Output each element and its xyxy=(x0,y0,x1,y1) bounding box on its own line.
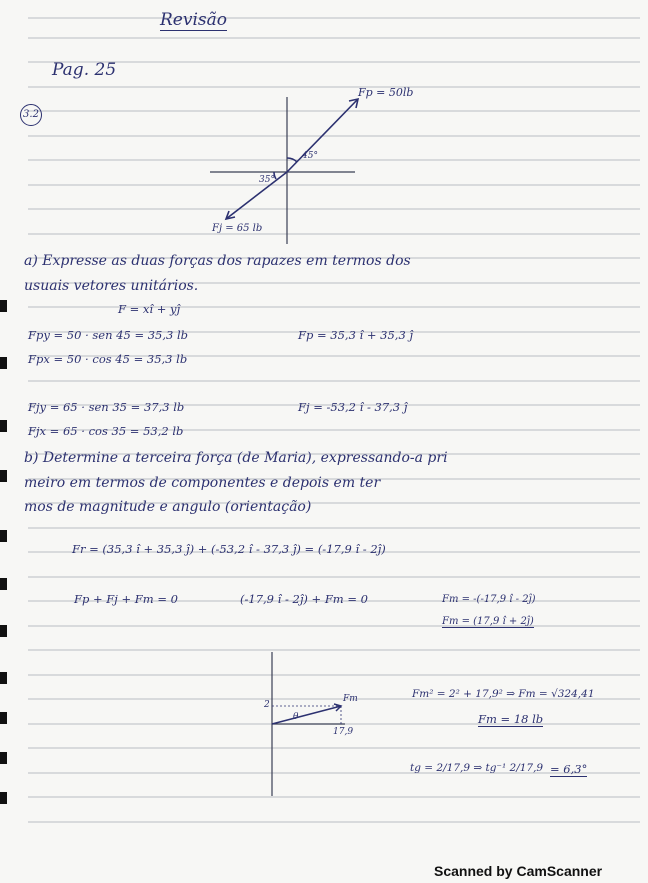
fpx-equation: Fpx = 50 · cos 45 = 35,3 lb xyxy=(28,352,188,366)
fm-vector xyxy=(272,706,341,724)
part-a-prompt-2: usuais vetores unitários. xyxy=(24,278,199,294)
scanner-watermark: Scanned by CamScanner xyxy=(434,863,603,879)
fm-equation-2: Fm = (17,9 î + 2ĵ) xyxy=(442,616,534,627)
problem-number: 3.2 xyxy=(20,104,42,126)
magnitude-result: Fm = 18 lb xyxy=(478,712,544,726)
page-title: Revisão xyxy=(160,10,227,30)
fp-vector-equation: Fp = 35,3 î + 35,3 ĵ xyxy=(298,328,413,342)
x-component-label: 17,9 xyxy=(333,727,354,737)
part-a-prompt-1: a) Expresse as duas forças dos rapazes em termos dos xyxy=(24,253,411,269)
angle-35-label: 35° xyxy=(259,175,275,185)
part-b-prompt-2: meiro em termos de componentes e depois em ter xyxy=(24,475,381,491)
fm-vector-label: Fm xyxy=(343,694,358,704)
fj-label: Fj = 65 lb xyxy=(212,223,263,234)
angle-equation: tg = 2/17,9 ⇒ tg⁻¹ 2/17,9 xyxy=(410,762,544,774)
resultant-equation: Fr = (35,3 î + 35,3 ĵ) + (-53,2 î - 37,3 ĵ) = (-17,9 î - 2ĵ) xyxy=(72,542,386,556)
fm-equation-1: Fm = -(-17,9 î - 2ĵ) xyxy=(442,594,536,605)
angle-45-label: 45° xyxy=(302,151,318,161)
part-b-prompt-1: b) Determine a terceira força (de Maria), expressando-a pri xyxy=(24,450,448,466)
fjy-equation: Fjy = 65 · sen 35 = 37,3 lb xyxy=(28,400,185,414)
page-reference: Pag. 25 xyxy=(52,60,117,80)
fpy-equation: Fpy = 50 · sen 45 = 35,3 lb xyxy=(28,328,189,342)
fjx-equation: Fjx = 65 · cos 35 = 53,2 lb xyxy=(28,424,184,438)
y-component-label: 2 xyxy=(264,700,270,710)
fj-vector-equation: Fj = -53,2 î - 37,3 ĵ xyxy=(298,400,408,414)
magnitude-equation: Fm² = 2² + 17,9² ⇒ Fm = √324,41 xyxy=(412,688,595,700)
theta-label: θ xyxy=(293,712,299,722)
sum-equation: Fp + Fj + Fm = 0 xyxy=(74,592,178,606)
vector-form: F = xî + yĵ xyxy=(118,302,181,316)
angle-result: = 6,3° xyxy=(550,762,588,776)
fp-label: Fp = 50lb xyxy=(358,86,414,99)
sum-equation-2: (-17,9 î - 2ĵ) + Fm = 0 xyxy=(240,592,368,606)
part-b-prompt-3: mos de magnitude e angulo (orientação) xyxy=(24,499,312,515)
